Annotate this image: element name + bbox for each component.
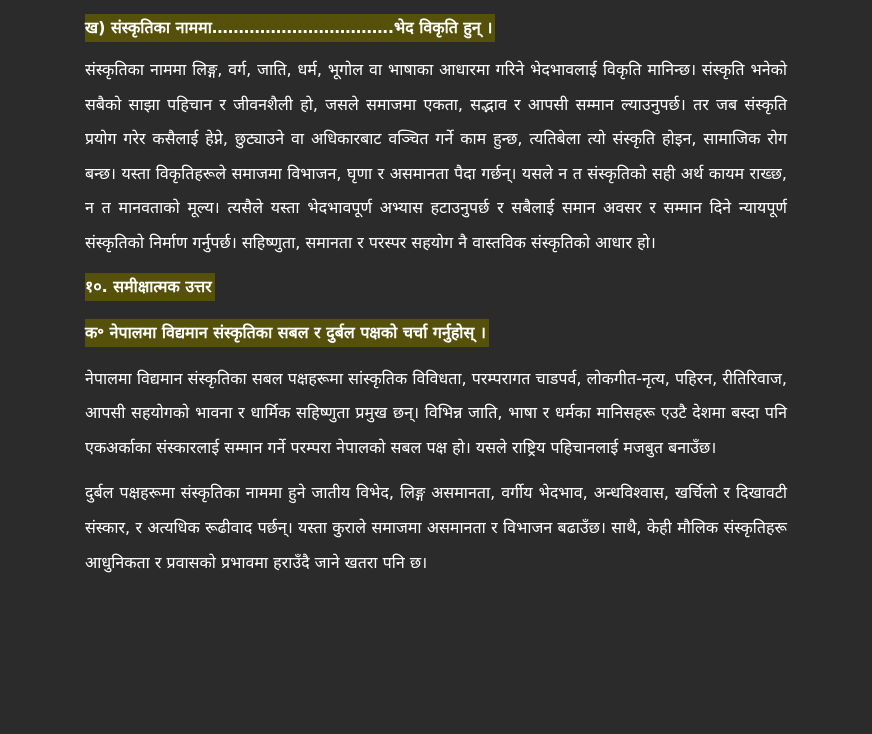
answer-paragraph-ka-strengths: नेपालमा विद्यमान संस्कृतिका सबल पक्षहरूमा सांस्कृतिक विविधता, परम्परागत चाडपर्व, लोकगीत-नृत्य, पहिरन, रीतिरिवाज, आपसी सहयोगको भावना र धार्मिक सहिष्णुता प्रमुख छन्। विभिन्न जाति, भाषा र धर्मका मानिसहरू एउटै देशमा बस्दा पनि एकअर्काका संस्कारलाई सम्मान गर्ने परम्परा नेपालको सबल पक्ष हो। यसले राष्ट्रिय पहिचानलाई मजबुत बनाउँछ। [85,368,787,457]
section-heading-10: १०. समीक्षात्मक उत्तर [85,273,215,301]
document-page [85,14,787,580]
heading-block-kha [85,14,787,42]
answer-paragraph-kha: संस्कृतिका नाममा लिङ्ग, वर्ग, जाति, धर्म, भूगोल वा भाषाका आधारमा गरिने भेदभावलाई विकृति मानिन्छ। संस्कृति भनेको सबैको साझा पहिचान र जीवनशैली हो, जसले समाजमा एकता, सद्भाव र आपसी सम्मान ल्याउनुपर्छ। तर जब संस्कृति प्रयोग गरेर कसैलाई हेप्ने, छुट्याउने वा अधिकारबाट वञ्चित गर्ने काम हुन्छ, त्यतिबेला त्यो संस्कृति होइन, सामाजिक रोग बन्छ। यस्ता विकृतिहरूले समाजमा विभाजन, घृणा र असमानता पैदा गर्छन्। यसले न त संस्कृतिको सही अर्थ कायम राख्छ, न त मानवताको मूल्य। त्यसैले यस्ता भेदभावपूर्ण अभ्यास हटाउनुपर्छ र सबैलाई समान अवसर र सम्मान दिने न्यायपूर्ण संस्कृतिको निर्माण गर्नुपर्छ। सहिष्णुता, समानता र परस्पर सहयोग नै वास्तविक संस्कृतिको आधार हो। [85,60,787,252]
heading-block-10 [85,273,787,301]
question-heading-kha: ख) संस्कृतिका नाममा…………………………….भेद विकृति हुन् । [85,14,495,42]
answer-paragraph-ka-weaknesses: दुर्बल पक्षहरूमा संस्कृतिका नाममा हुने जातीय विभेद, लिङ्ग असमानता, वर्गीय भेदभाव, अन्धविश्वास, खर्चिलो र दिखावटी संस्कार, र अत्यधिक रूढीवाद पर्छन्। यस्ता कुराले समाजमा असमानता र विभाजन बढाउँछ। साथै, केही मौलिक संस्कृतिहरू आधुनिकता र प्रवासको प्रभावमा हराउँदै जाने खतरा पनि छ। [85,483,787,572]
question-heading-ka: क॰ नेपालमा विद्यमान संस्कृतिका सबल र दुर्बल पक्षको चर्चा गर्नुहोस् । [85,319,489,347]
heading-block-ka [85,319,787,347]
